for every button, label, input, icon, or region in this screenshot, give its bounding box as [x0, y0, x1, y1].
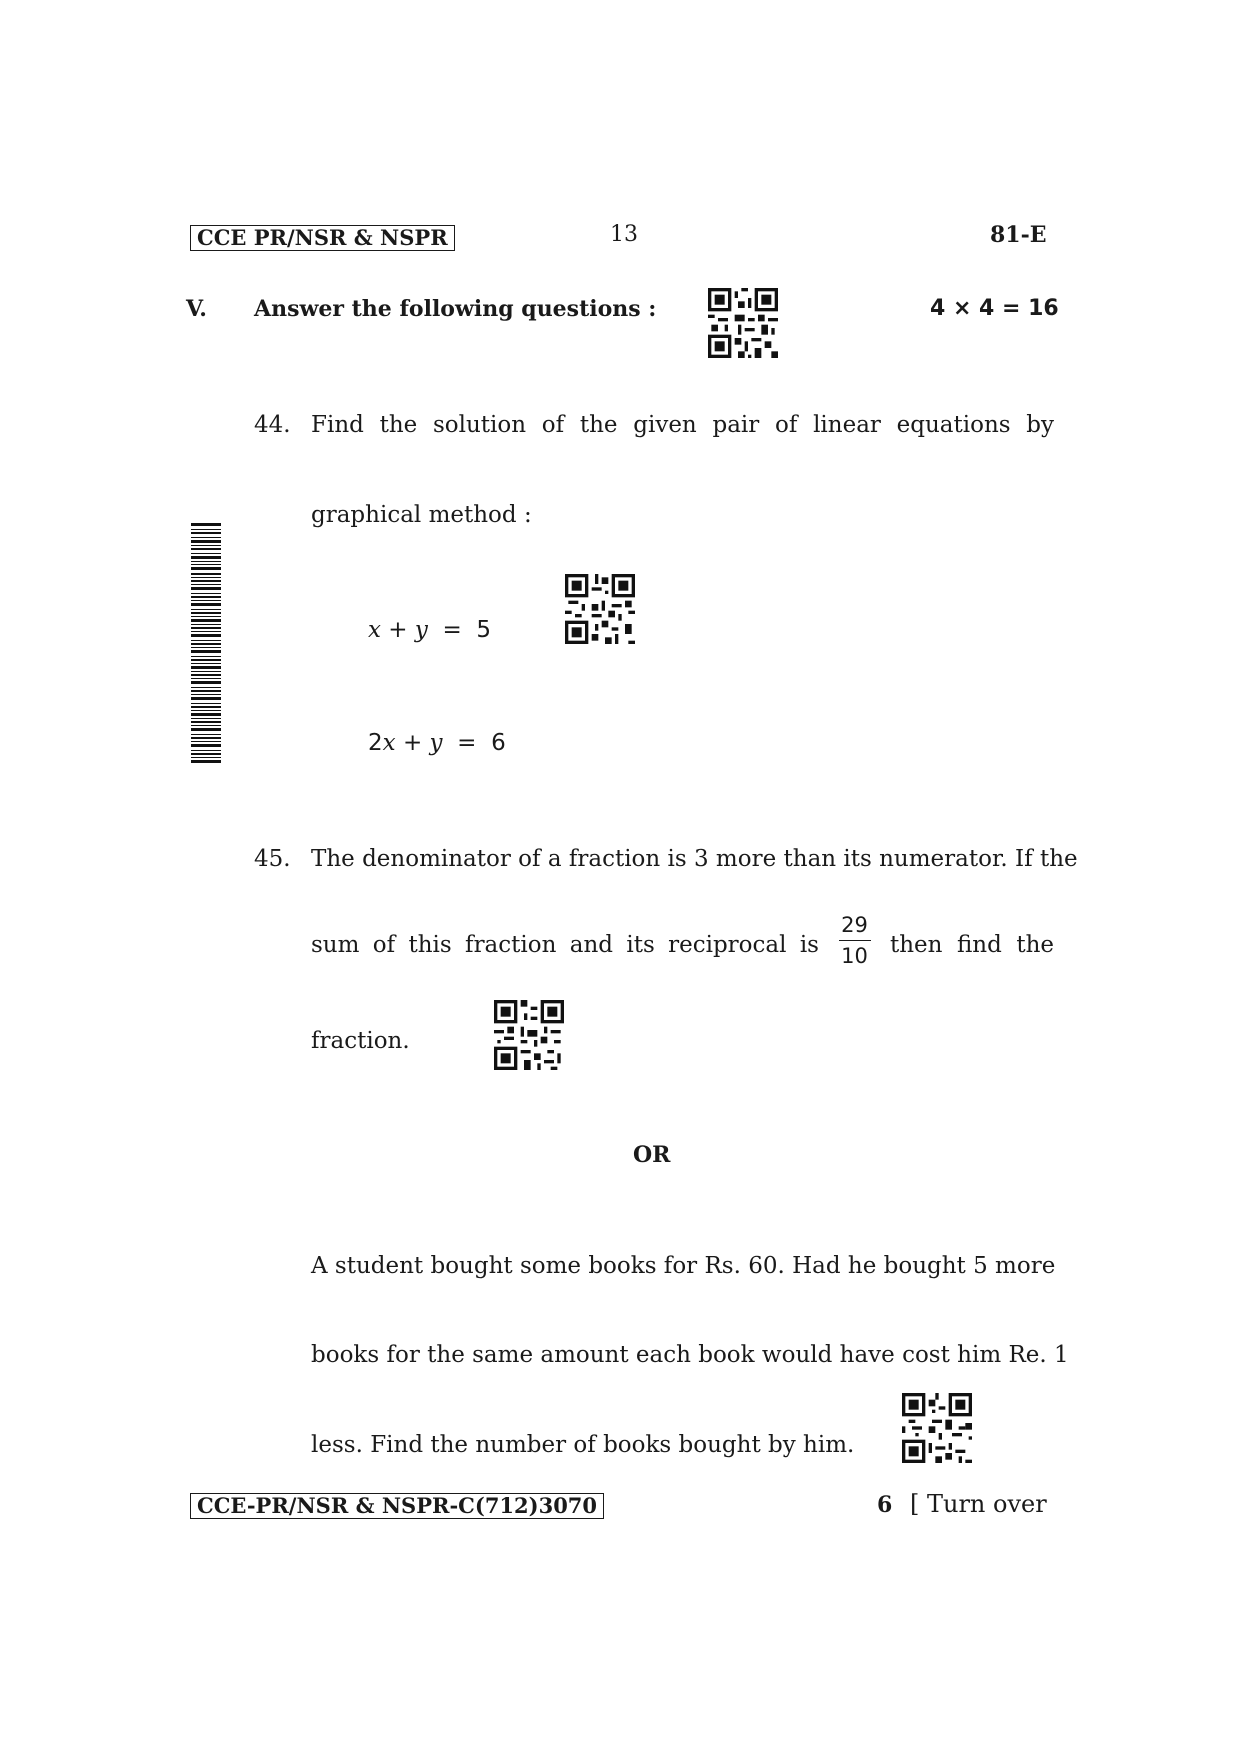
header-code-box: [190, 225, 455, 251]
fraction-29-10: [839, 912, 871, 969]
paper-code: 81-E: [990, 222, 1047, 248]
qr-code-icon: [902, 1393, 972, 1463]
header-code: CCE PR/NSR & NSPR: [197, 225, 448, 250]
or-divider: OR: [633, 1142, 671, 1168]
q45-line2-after: then find the: [890, 931, 1054, 958]
qr-code-icon: [494, 1000, 564, 1070]
eq2-plus: +: [402, 730, 423, 756]
barcode-icon: [191, 523, 221, 763]
q45-alt-line1: A student bought some books for Rs. 60. Had he bought 5 more: [311, 1253, 1056, 1279]
section-title: Answer the following questions :: [254, 296, 657, 322]
eq1-var-x: x: [368, 617, 381, 643]
q45-line2: [311, 913, 1054, 969]
section-marks: 4 × 4 = 16: [930, 296, 1059, 321]
qr-code-icon: [708, 288, 778, 358]
page-number: 13: [610, 222, 638, 247]
q44-number: 44.: [254, 412, 291, 438]
footer-code: CCE-PR/NSR & NSPR-C(712)3070: [197, 1493, 598, 1518]
eq2-equals: =: [457, 730, 477, 756]
fraction-denominator: 10: [841, 944, 868, 968]
q45-line2-before: sum of this fraction and its reciprocal is: [311, 931, 819, 958]
turn-over-label: [ Turn over: [910, 1490, 1047, 1518]
q45-line3: fraction.: [311, 1028, 410, 1054]
q44-line2: graphical method :: [311, 502, 532, 528]
q45-alt-line2: books for the same amount each book would have cost him Re. 1: [311, 1342, 1069, 1368]
eq2-coefficient: 2: [368, 730, 383, 756]
sheet-number: 6: [877, 1492, 893, 1518]
fraction-numerator: 29: [841, 913, 868, 937]
eq1-var-y: y: [414, 617, 428, 643]
qr-code-icon: [565, 574, 635, 644]
fraction-bar: [839, 940, 871, 941]
q45-alt-line3: less. Find the number of books bought by him.: [311, 1432, 855, 1458]
equation-1: [368, 617, 491, 643]
q45-line1: The denominator of a fraction is 3 more than its numerator. If the: [311, 846, 1078, 872]
section-label: V.: [186, 296, 207, 322]
eq1-rhs: 5: [476, 617, 492, 643]
eq2-var-y: y: [429, 730, 443, 756]
q45-number: 45.: [254, 846, 291, 872]
q44-line1: Find the solution of the given pair of linear equations by: [311, 412, 1054, 438]
eq1-plus: +: [388, 617, 408, 643]
equation-2: [368, 730, 506, 756]
eq1-equals: =: [442, 617, 462, 643]
eq2-var-x: x: [382, 730, 396, 756]
footer-code-box: [190, 1493, 604, 1519]
eq2-rhs: 6: [491, 730, 506, 756]
